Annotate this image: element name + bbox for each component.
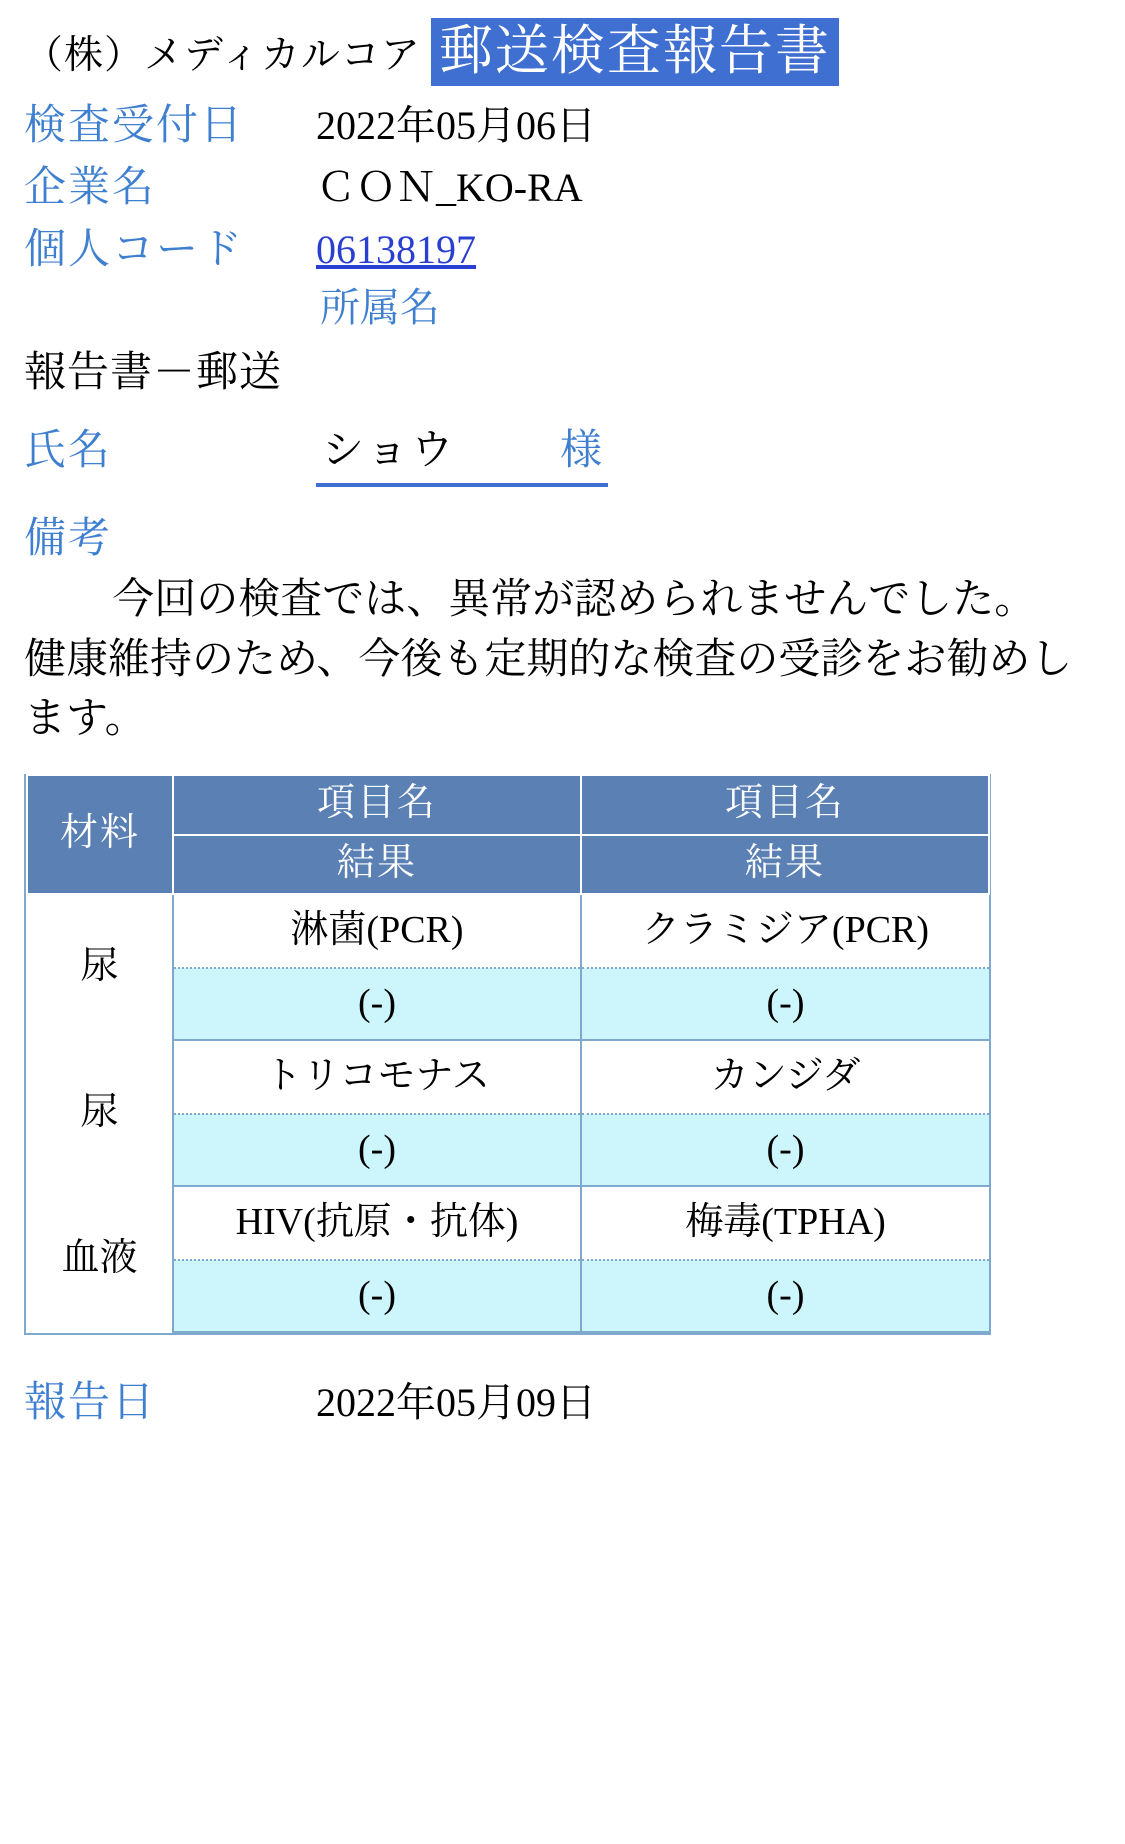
company-name: （株）メディカルコア <box>24 34 421 78</box>
header-material: 材料 <box>27 775 173 894</box>
header-result-1: 結果 <box>173 835 581 895</box>
remarks-body <box>24 571 1101 750</box>
cell-result-left: (-) <box>173 1260 581 1332</box>
results-table <box>26 774 990 1333</box>
cell-item-left: 淋菌(PCR) <box>173 894 581 968</box>
reception-date-label: 検査受付日 <box>24 103 245 150</box>
personal-code-value[interactable]: 06138197 <box>316 227 476 273</box>
remarks-label: 備考 <box>24 516 113 563</box>
cell-result-right: (-) <box>581 1260 989 1332</box>
table-row <box>27 1040 989 1114</box>
table-row <box>27 894 989 968</box>
document-header <box>24 18 1101 86</box>
header-item-name-1: 項目名 <box>173 775 581 835</box>
cell-item-right: 梅毒(TPHA) <box>581 1186 989 1260</box>
cell-material: 血液 <box>27 1186 173 1332</box>
results-table-wrap <box>24 774 991 1335</box>
affiliation-row <box>24 276 1101 333</box>
name-label: 氏名 <box>24 428 113 475</box>
affiliation-label: 所属名 <box>320 285 440 331</box>
name-row <box>24 417 1101 487</box>
cell-item-right: クラミジア(PCR) <box>581 894 989 968</box>
cell-result-left: (-) <box>173 968 581 1040</box>
header-item-name-2: 項目名 <box>581 775 989 835</box>
cell-material: 尿 <box>27 1040 173 1186</box>
remarks-line-2: 健康維持のため、今後も定期的な検査の受診をお勧めします。 <box>24 636 1073 743</box>
cell-result-right: (-) <box>581 1114 989 1186</box>
name-value: ショウ <box>322 428 457 475</box>
report-date-label: 報告日 <box>24 1380 157 1427</box>
personal-code-label: 個人コード <box>24 227 245 274</box>
cell-result-left: (-) <box>173 1114 581 1186</box>
personal-code-row <box>24 216 1101 276</box>
report-date-row <box>24 1369 1101 1429</box>
reception-date-value: 2022年05月06日 <box>316 103 596 149</box>
name-honorific: 様 <box>559 428 602 475</box>
report-date-value: 2022年05月09日 <box>316 1380 596 1426</box>
remarks-line-1: 今回の検査では、異常が認められませんでした。 <box>112 577 1037 624</box>
company-row <box>24 154 1101 214</box>
table-header-row-1 <box>27 775 989 835</box>
header-result-2: 結果 <box>581 835 989 895</box>
report-type: 報告書－郵送 <box>24 350 283 397</box>
company-label: 企業名 <box>24 165 157 212</box>
document-title: 郵送検査報告書 <box>431 18 839 86</box>
reception-date-row <box>24 92 1101 152</box>
cell-result-right: (-) <box>581 968 989 1040</box>
cell-item-right: カンジダ <box>581 1040 989 1114</box>
cell-item-left: HIV(抗原・抗体) <box>173 1186 581 1260</box>
name-field <box>316 417 608 487</box>
cell-item-left: トリコモナス <box>173 1040 581 1114</box>
table-row <box>27 1186 989 1260</box>
company-value: ＣＯＮ_KO-RA <box>316 165 583 211</box>
cell-material: 尿 <box>27 894 173 1040</box>
